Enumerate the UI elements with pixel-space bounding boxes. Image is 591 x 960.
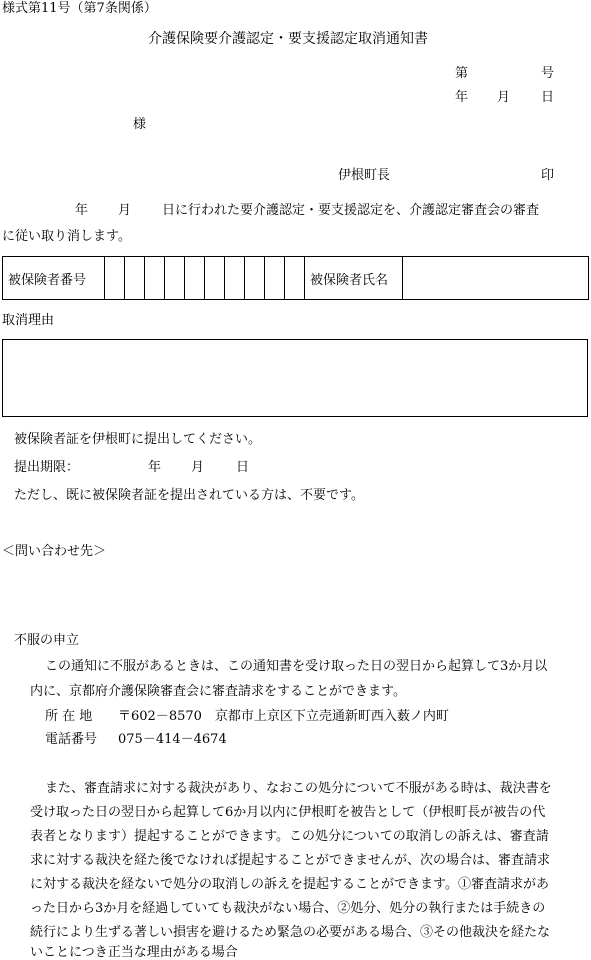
appeal-para1-line: 内に、京都府介護保険審査会に審査請求をすることができます。 <box>30 684 406 699</box>
appeal-para2-line: 受け取った日の翌日から起算して6か月以内に伊根町を被告として（伊根町長が被告の代 <box>30 805 546 820</box>
deadline-year: 年 <box>148 460 162 475</box>
phone-label: 電話番号 <box>45 732 98 747</box>
cancel-reason-box[interactable] <box>2 339 588 417</box>
form-number: 様式第11号（第7条関係） <box>2 1 157 16</box>
issuer-seal: 印 <box>541 168 555 183</box>
recipient-suffix: 様 <box>133 117 147 132</box>
phone-value: 075－414－4674 <box>118 732 227 747</box>
insured-number-box[interactable] <box>185 257 205 300</box>
date-year: 年 <box>455 90 469 105</box>
issuer-name: 伊根町長 <box>338 168 391 183</box>
appeal-para2-line: いことにつき正当な理由がある場合 <box>30 945 238 960</box>
date-month: 月 <box>497 90 511 105</box>
date-day: 日 <box>541 90 555 105</box>
doc-number-prefix: 第 <box>455 66 469 81</box>
notice-year: 年 <box>75 203 89 218</box>
appeal-heading: 不服の申立 <box>14 633 80 648</box>
appeal-para2-line: また、審査請求に対する裁決があり、なおこの処分について不服がある時は、裁決書を <box>45 781 552 796</box>
deadline-label: 提出期限： <box>14 460 80 475</box>
insured-number-box[interactable] <box>285 257 305 300</box>
cancel-reason-label: 取消理由 <box>2 313 55 328</box>
insured-number-box[interactable] <box>145 257 165 300</box>
deadline-day: 日 <box>236 460 250 475</box>
insured-number-box[interactable] <box>225 257 245 300</box>
appeal-para2-line: に対する裁決を経ないで処分の取消しの訴えを提起することができます。①審査請求があ <box>30 877 549 892</box>
notice-month: 月 <box>118 203 132 218</box>
deadline-month: 月 <box>191 460 205 475</box>
doc-number-suffix: 号 <box>541 66 555 81</box>
contact-label: ＜問い合わせ先＞ <box>2 544 107 559</box>
appeal-para2-line: 表者となります）提起することができます。この処分についての取消しの訴えは、審査請 <box>30 829 549 844</box>
notice-text-line2: に従い取り消します。 <box>2 229 131 244</box>
insured-number-box[interactable] <box>205 257 225 300</box>
insured-number-box[interactable] <box>105 257 125 300</box>
insured-number-box[interactable] <box>125 257 145 300</box>
insured-table <box>2 256 589 300</box>
appeal-para2-line: った日から3か月を経過していても裁決がない場合、②処分、処分の執行または手続きの <box>30 901 546 916</box>
insured-number-box[interactable] <box>265 257 285 300</box>
submission-note: ただし、既に被保険者証を提出されている方は、不要です。 <box>14 488 364 503</box>
address-value: 〒602－8570 京都市上京区下立売通新町西入薮ノ内町 <box>118 709 449 724</box>
appeal-para1-line: この通知に不服があるときは、この通知書を受け取った日の翌日から起算して3か月以 <box>45 659 548 674</box>
insured-number-box[interactable] <box>245 257 265 300</box>
document-title: 介護保険要介護認定・要支援認定取消通知書 <box>148 31 428 47</box>
notice-text-line1: 日に行われた要介護認定・要支援認定を、介護認定審査会の審査 <box>162 203 540 218</box>
insured-name-field[interactable] <box>403 257 589 300</box>
insured-name-label: 被保険者氏名 <box>305 257 403 300</box>
address-label: 所 在 地 <box>45 709 93 724</box>
appeal-para2-line: 求に対する裁決を経た後でなければ提起することができませんが、次の場合は、審査請求 <box>30 853 551 868</box>
insured-number-box[interactable] <box>165 257 185 300</box>
submission-instruction: 被保険者証を伊根町に提出してください。 <box>14 432 262 447</box>
insured-number-label: 被保険者番号 <box>3 257 105 300</box>
appeal-para2-line: 続行により生ずる著しい損害を避けるため緊急の必要がある場合、③その他裁決を経たな <box>30 925 551 940</box>
